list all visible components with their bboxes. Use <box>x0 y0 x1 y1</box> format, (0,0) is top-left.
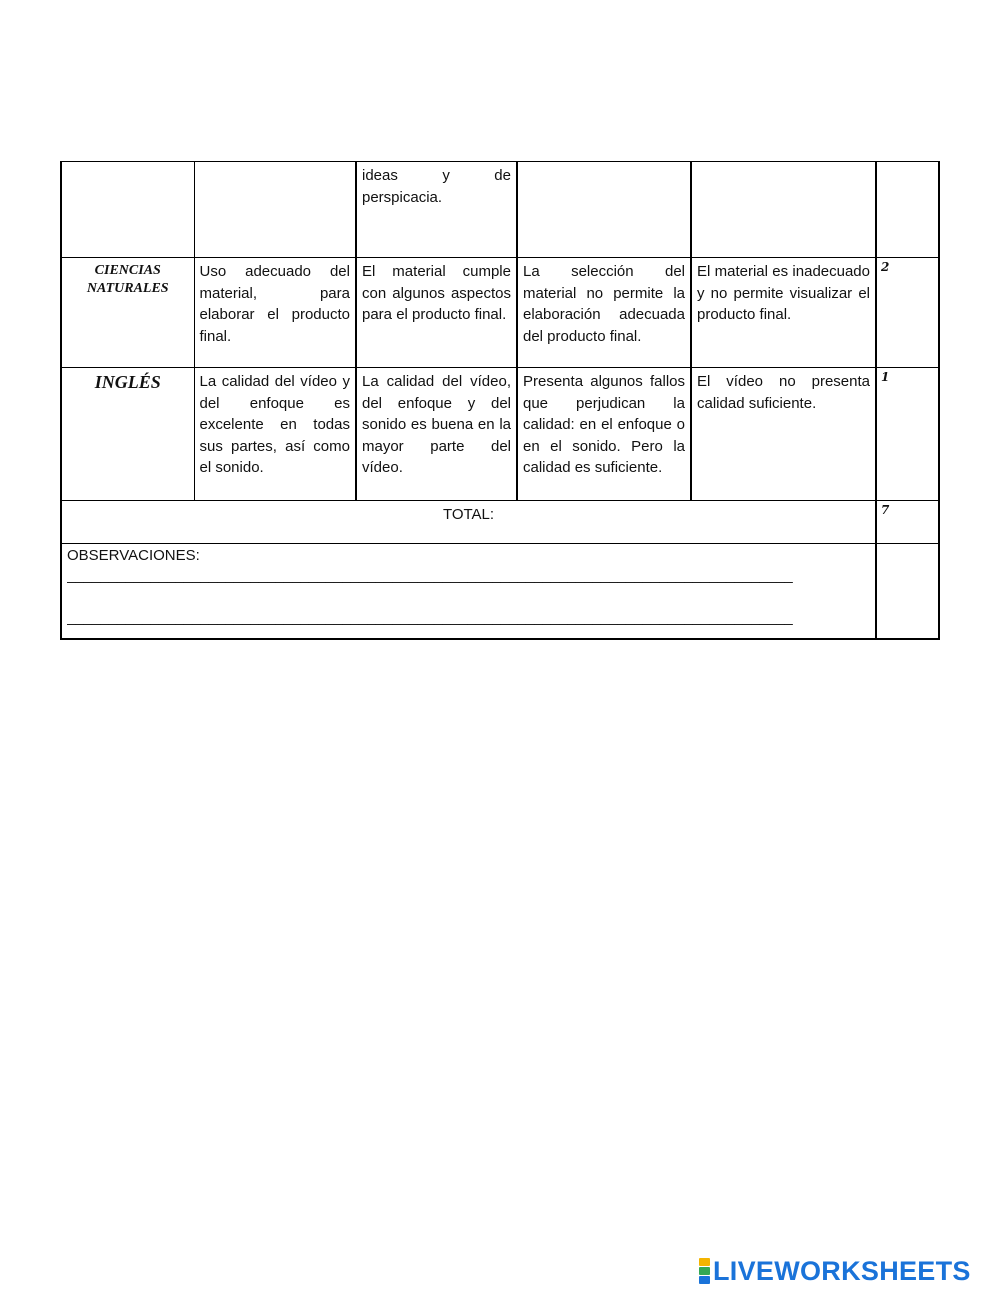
observations-cell <box>61 544 876 639</box>
criteria-cell: Uso adecuado del material, para elaborar el producto final. <box>194 258 356 368</box>
criteria-cell: El vídeo no presenta calidad suficiente. <box>691 368 876 501</box>
observation-line: _______________________________________________________________________________________ <box>67 567 793 584</box>
observations-label: OBSERVACIONES: <box>67 547 200 564</box>
score-cell <box>876 162 939 258</box>
table-row <box>61 258 939 368</box>
total-row <box>61 501 939 544</box>
observation-line: _______________________________________________________________________________________ <box>67 609 793 626</box>
table-row <box>61 162 939 258</box>
logo-mark-icon <box>699 1258 710 1284</box>
rubric-table <box>60 161 940 640</box>
criteria-cell: La calidad del vídeo y del enfoque es excelente en todas sus partes, así como el sonido. <box>194 368 356 501</box>
criteria-cell: La selección del material no permite la elaboración adecuada del producto final. <box>517 258 691 368</box>
criteria-cell: La calidad del vídeo, del enfoque y del sonido es buena en la mayor parte del vídeo. <box>356 368 517 501</box>
liveworksheets-logo <box>699 1255 971 1287</box>
score-cell: 1 <box>876 368 939 501</box>
total-label: TOTAL: <box>61 501 876 544</box>
subject-cell: CIENCIAS NATURALES <box>61 258 194 368</box>
score-cell: 2 <box>876 258 939 368</box>
logo-text: LIVEWORKSHEETS <box>713 1255 971 1286</box>
criteria-cell: El material es inadecuado y no permite visualizar el producto final. <box>691 258 876 368</box>
total-value: 7 <box>876 501 939 544</box>
criteria-cell: Presenta algunos fallos que perjudican la calidad: en el enfoque o en el sonido. Pero la calidad es suficiente. <box>517 368 691 501</box>
subject-cell <box>61 162 194 258</box>
observations-score-cell <box>876 544 939 639</box>
table-row <box>61 368 939 501</box>
subject-cell: INGLÉS <box>61 368 194 501</box>
criteria-cell: El material cumple con algunos aspectos para el producto final. <box>356 258 517 368</box>
criteria-cell <box>691 162 876 258</box>
criteria-cell <box>194 162 356 258</box>
observations-row <box>61 544 939 639</box>
criteria-cell <box>517 162 691 258</box>
criteria-cell: ideas y de perspicacia. <box>356 162 517 258</box>
